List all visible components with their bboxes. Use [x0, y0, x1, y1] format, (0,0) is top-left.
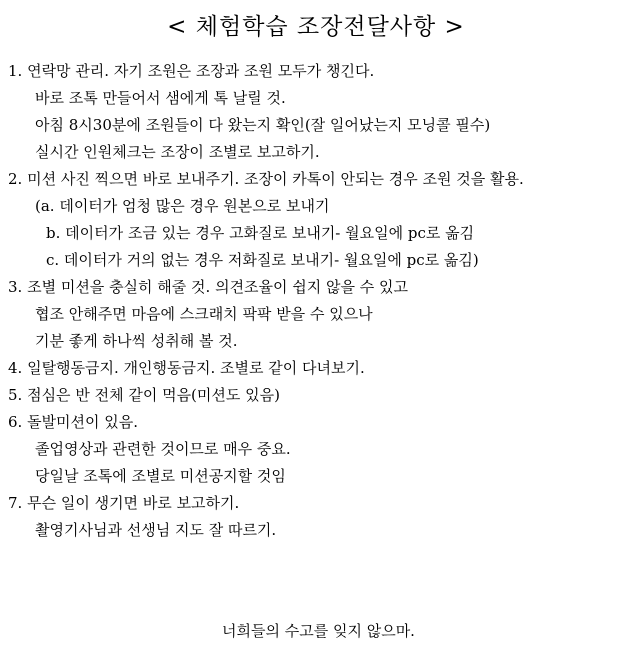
list-item: 6. 돌발미션이 있음.: [8, 413, 139, 431]
list-item: b. 데이터가 조금 있는 경우 고화질로 보내기- 월요일에 pc로 옮김: [46, 224, 475, 242]
list-item: c. 데이터가 거의 없는 경우 저화질로 보내기- 월요일에 pc로 옮김): [46, 251, 479, 269]
list-item: 실시간 인원체크는 조장이 조별로 보고하기.: [35, 143, 320, 161]
document-title: < 체험학습 조장전달사항 >: [167, 14, 465, 40]
list-item: 당일날 조톡에 조별로 미션공지할 것임: [35, 467, 286, 485]
list-item: 7. 무슨 일이 생기면 바로 보고하기.: [8, 494, 240, 512]
list-item: 졸업영상과 관련한 것이므로 매우 중요.: [35, 440, 291, 458]
list-item: 1. 연락망 관리. 자기 조원은 조장과 조원 모두가 챙긴다.: [8, 62, 375, 80]
list-item: (a. 데이터가 엄청 많은 경우 원본으로 보내기: [35, 197, 330, 215]
list-item: 5. 점심은 반 전체 같이 먹음(미션도 있음): [8, 386, 280, 404]
instruction-list: [8, 58, 628, 544]
list-item: 2. 미션 사진 찍으면 바로 보내주기. 조장이 카톡이 안되는 경우 조원 것을 활용.: [8, 170, 524, 188]
closing-note: 너희들의 수고를 잊지 않으마.: [222, 622, 415, 640]
list-item: 바로 조톡 만들어서 샘에게 톡 날릴 것.: [35, 89, 286, 107]
list-item: 기분 좋게 하나씩 성취해 볼 것.: [35, 332, 238, 350]
list-item: 4. 일탈행동금지. 개인행동금지. 조별로 같이 다녀보기.: [8, 359, 365, 377]
list-item: 촬영기사님과 선생님 지도 잘 따르기.: [35, 521, 277, 539]
list-item: 아침 8시30분에 조원들이 다 왔는지 확인(잘 일어났는지 모닝콜 필수): [35, 116, 491, 134]
list-item: 협조 안해주면 마음에 스크래치 팍팍 받을 수 있으나: [35, 305, 373, 323]
list-item: 3. 조별 미션을 충실히 해줄 것. 의견조율이 쉽지 않을 수 있고: [8, 278, 409, 296]
